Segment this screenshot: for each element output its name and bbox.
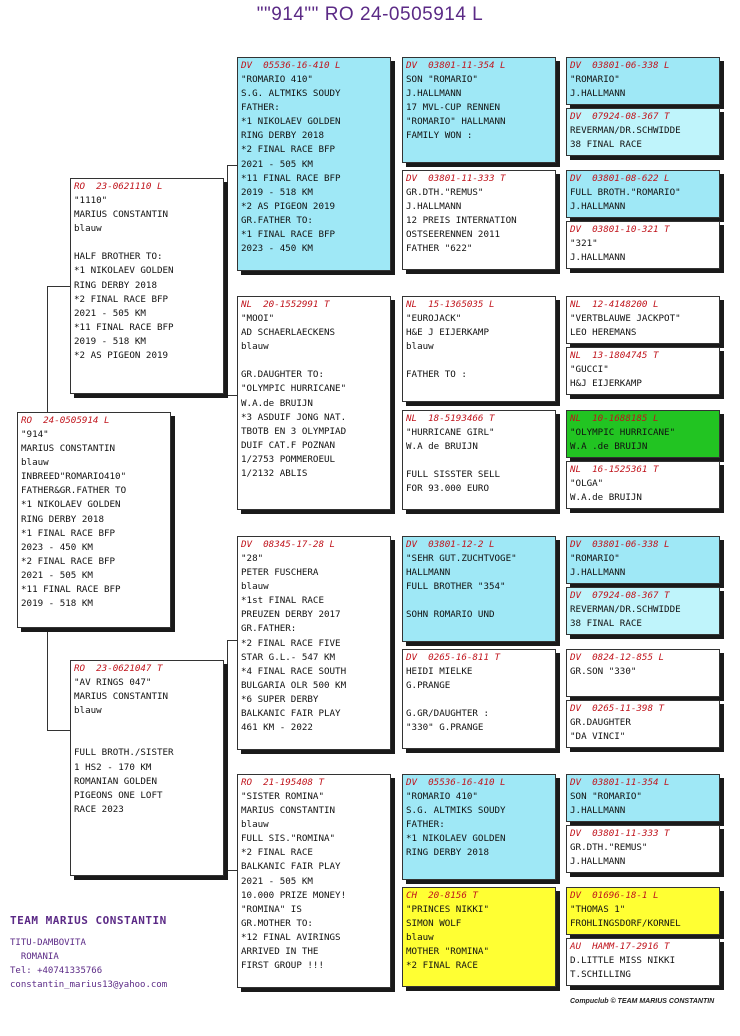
pigeon-info-line: "SISTER ROMINA" xyxy=(241,791,324,802)
pigeon-info-line: "914" xyxy=(21,429,49,440)
pigeon-info-line: "ROMARIO 410" xyxy=(406,791,478,802)
pigeon-info-line xyxy=(406,354,552,368)
pigeon-info-line: *2 FINAL RACE xyxy=(241,847,313,859)
pigeon-info-line: "OLGA" xyxy=(570,478,604,489)
pigeon-info-line: *2 FINAL RACE xyxy=(406,960,478,972)
pigeon-info-line: 2021 - 505 KM xyxy=(241,158,313,170)
pigeon-info-line: W.A de BRUIJN xyxy=(406,441,478,453)
pigeon-info-line: 38 FINAL RACE xyxy=(570,139,642,151)
pigeon-info-line: SON "ROMARIO" xyxy=(406,74,478,85)
pigeon-info-line: *3 ASDUIF JONG NAT. xyxy=(241,411,347,423)
pigeon-info-line: RING DERBY 2018 xyxy=(21,513,104,525)
pigeon-card-gen4 xyxy=(566,347,720,395)
pigeon-info-line: "DA VINCI" xyxy=(570,731,626,743)
pigeon-info-line: MARIUS CONSTANTIN xyxy=(74,691,169,703)
pigeon-info-line: 2023 - 450 KM xyxy=(241,243,313,255)
pigeon-info-line: *1 NIKOLAEV GOLDEN xyxy=(241,116,341,128)
pigeon-info-line: *1st FINAL RACE xyxy=(241,595,324,607)
contact-line: TITU-DAMBOVITA xyxy=(10,938,86,948)
ring-number: NL 18-5193466 T xyxy=(406,413,495,424)
pigeon-info-line xyxy=(74,718,220,732)
pigeon-info-line: MARIUS CONSTANTIN xyxy=(241,805,336,817)
ring-number: DV 01696-18-1 L xyxy=(570,890,659,901)
ring-number: CH 20-8156 T xyxy=(406,890,478,901)
pigeon-info-line: RING DERBY 2018 xyxy=(406,847,489,859)
pigeon-info-line: GR.SON "330" xyxy=(570,666,637,677)
pigeon-info-line: SIMON WOLF xyxy=(406,918,462,930)
ring-number: DV 03801-11-333 T xyxy=(406,173,506,184)
pigeon-info-line: *1 NIKOLAEV GOLDEN xyxy=(406,833,506,845)
pigeon-info-line: FATHER: xyxy=(241,102,280,114)
pigeon-info-line: *2 AS PIGEON 2019 xyxy=(74,350,169,362)
ring-number: DV 03801-11-354 L xyxy=(406,60,506,71)
pigeon-info-line: 1/2132 ABLIS xyxy=(241,468,308,480)
pigeon-info-line xyxy=(74,236,220,250)
pigeon-info-line: GR.FATHER TO: xyxy=(241,214,313,226)
pigeon-info-line: FATHER&GR.FATHER TO xyxy=(21,485,127,497)
ring-number: DV 07924-08-367 T xyxy=(570,590,670,601)
pigeon-info-line: HALF BROTHER TO: xyxy=(74,251,163,263)
pigeon-info-line: S.G. ALTMIKS SOUDY xyxy=(406,805,506,817)
pigeon-info-line: J.HALLMANN xyxy=(570,805,626,817)
pigeon-card-gen4 xyxy=(566,700,720,748)
pigeon-card-father-father xyxy=(237,57,391,271)
ring-number: DV 03801-06-338 L xyxy=(570,539,670,550)
pigeon-info-line: blauw xyxy=(241,341,269,353)
pigeon-info-line: HALLMANN xyxy=(406,567,451,579)
pigeon-info-line: FULL BROTH."ROMARIO" xyxy=(570,187,681,198)
ring-number: NL 10-1688185 L xyxy=(570,413,659,424)
pigeon-info-line: FATHER: xyxy=(406,819,445,831)
pigeon-card-gen4 xyxy=(566,108,720,156)
pigeon-card-gen4 xyxy=(566,170,720,218)
pigeon-info-line: *1 NIKOLAEV GOLDEN xyxy=(21,499,121,511)
pigeon-info-line: FULL SIS."ROMINA" xyxy=(241,833,336,845)
pigeon-card-gen4 xyxy=(566,587,720,635)
pigeon-info-line: 2021 - 505 KM xyxy=(74,307,146,319)
connector xyxy=(227,165,237,166)
pigeon-info-line: "THOMAS 1" xyxy=(570,904,626,915)
pigeon-info-line: blauw xyxy=(241,819,269,831)
pigeon-info-line: 38 FINAL RACE xyxy=(570,618,642,630)
pigeon-card-ffm xyxy=(402,170,556,270)
pigeon-info-line: GR.DTH."REMUS" xyxy=(570,842,648,853)
pigeon-info-line: J.HALLMANN xyxy=(570,856,626,868)
pigeon-info-line: "EUROJACK" xyxy=(406,313,462,324)
contact-line: ROMANIA xyxy=(10,952,59,962)
pigeon-card-mfm xyxy=(402,649,556,749)
connector xyxy=(47,730,70,731)
ring-number: DV 03801-11-354 L xyxy=(570,777,670,788)
pigeon-card-main xyxy=(17,412,171,628)
connector xyxy=(47,286,70,287)
ring-number: RO 23-0621110 L xyxy=(74,181,163,192)
pigeon-card-mmm xyxy=(402,887,556,987)
pigeon-info-line: FATHER TO : xyxy=(406,369,467,381)
ring-number: DV 0824-12-855 L xyxy=(570,652,665,663)
ring-number: NL 15-1365035 L xyxy=(406,299,495,310)
pigeon-info-line: AD SCHAERLAECKENS xyxy=(241,327,336,339)
pigeon-info-line: RING DERBY 2018 xyxy=(241,130,324,142)
pigeon-info-line: J.HALLMANN xyxy=(406,88,462,100)
pigeon-info-line: J.HALLMANN xyxy=(570,201,626,213)
pigeon-info-line: "ROMARIO" xyxy=(570,553,620,564)
pigeon-info-line: "ROMARIO 410" xyxy=(241,74,313,85)
ring-number: NL 13-1804745 T xyxy=(570,350,659,361)
pigeon-info-line: D.LITTLE MISS NIKKI xyxy=(570,955,676,966)
pigeon-info-line: BULGARIA OLR 500 KM xyxy=(241,679,347,691)
pigeon-card-gen4 xyxy=(566,887,720,935)
pigeon-info-line: TBOTB EN 3 OLYMPIAD xyxy=(241,425,347,437)
pigeon-info-line: H&E J EIJERKAMP xyxy=(406,327,489,339)
pigeon-info-line: 12 PREIS INTERNATION xyxy=(406,215,517,227)
pigeon-info-line: J.HALLMANN xyxy=(570,567,626,579)
pigeon-info-line: "ROMINA" IS xyxy=(241,903,302,915)
connector xyxy=(227,640,228,870)
ring-number: DV 03801-12-2 L xyxy=(406,539,495,550)
pigeon-info-line: HEIDI MIELKE xyxy=(406,666,473,677)
pigeon-info-line: RACE 2023 xyxy=(74,803,124,815)
ring-number: DV 03801-11-333 T xyxy=(570,828,670,839)
pigeon-info-line: "321" xyxy=(570,238,598,249)
pigeon-info-line: T.SCHILLING xyxy=(570,969,631,981)
pigeon-info-line: blauw xyxy=(21,457,49,469)
connector xyxy=(227,165,228,395)
pigeon-card-gen4 xyxy=(566,649,720,697)
pigeon-info-line: STAR G.L.- 547 KM xyxy=(241,651,336,663)
pigeon-info-line: ARRIVED IN THE xyxy=(241,946,319,958)
pigeon-info-line: FULL BROTHER "354" xyxy=(406,581,506,593)
ring-number: AU HAMM-17-2916 T xyxy=(570,941,670,952)
pigeon-info-line: BALKANIC FAIR PLAY xyxy=(241,708,341,720)
pigeon-info-line: *11 FINAL RACE BFP xyxy=(21,584,121,596)
pigeon-info-line: J.HALLMANN xyxy=(570,252,626,264)
ring-number: DV 08345-17-28 L xyxy=(241,539,336,550)
pigeon-info-line: FOR 93.000 EURO xyxy=(406,483,489,495)
pigeon-info-line: FIRST GROUP !!! xyxy=(241,960,324,972)
pigeon-card-gen4 xyxy=(566,774,720,822)
pigeon-info-line: *2 FINAL RACE BFP xyxy=(74,293,169,305)
pigeon-card-gen4 xyxy=(566,536,720,584)
pigeon-info-line: 2021 - 505 KM xyxy=(21,569,93,581)
pigeon-info-line: W.A .de BRUIJN xyxy=(570,441,648,453)
pigeon-info-line: REVERMAN/DR.SCHWIDDE xyxy=(570,125,681,136)
pigeon-info-line: FATHER "622" xyxy=(406,243,473,255)
page-title: ""914"" RO 24-0505914 L xyxy=(256,4,484,25)
pigeon-info-line: 2019 - 518 KM xyxy=(21,598,93,610)
pigeon-info-line: W.A.de BRUIJN xyxy=(570,492,642,504)
contact-email[interactable]: constantin_marius13@yahoo.com xyxy=(10,980,168,990)
pigeon-card-mff xyxy=(402,536,556,642)
pigeon-info-line: *2 FINAL RACE FIVE xyxy=(241,637,341,649)
pigeon-info-line: FULL BROTH./SISTER xyxy=(74,747,174,759)
pigeon-info-line: W.A.de BRUIJN xyxy=(241,397,313,409)
pigeon-info-line: *4 FINAL RACE SOUTH xyxy=(241,665,347,677)
pigeon-info-line: "HURRICANE GIRL" xyxy=(406,427,495,438)
pigeon-info-line: MOTHER "ROMINA" xyxy=(406,946,489,958)
pigeon-card-gen4 xyxy=(566,221,720,269)
pigeon-info-line: 1/2753 POMMEROEUL xyxy=(241,453,336,465)
pigeon-card-gen4 xyxy=(566,461,720,509)
pigeon-info-line: FROHLINGSDORF/KORNEL xyxy=(570,918,681,930)
pigeon-info-line: BALKANIC FAIR PLAY xyxy=(241,861,341,873)
pigeon-info-line: 2019 - 518 KM xyxy=(241,186,313,198)
pigeon-info-line: GR.DTH."REMUS" xyxy=(406,187,484,198)
pigeon-info-line: *11 FINAL RACE BFP xyxy=(241,172,341,184)
pigeon-info-line: *2 AS PIGEON 2019 xyxy=(241,200,336,212)
ring-number: RO 21-195408 T xyxy=(241,777,324,788)
pigeon-info-line: INBREED"ROMARIO410" xyxy=(21,471,127,483)
pigeon-info-line: FULL SISSTER SELL xyxy=(406,469,501,481)
ring-number: NL 20-1552991 T xyxy=(241,299,330,310)
pigeon-info-line: *11 FINAL RACE BFP xyxy=(74,321,174,333)
pigeon-card-father-mother xyxy=(237,296,391,510)
pigeon-info-line xyxy=(241,354,387,368)
connector xyxy=(227,640,237,641)
connector xyxy=(47,630,48,730)
pigeon-info-line: 1 HS2 - 170 KM xyxy=(74,761,152,773)
contact-line: Tel: +40741335766 xyxy=(10,966,103,976)
pigeon-info-line: OSTSEERENNEN 2011 xyxy=(406,229,501,241)
pigeon-info-line: PREUZEN DERBY 2017 xyxy=(241,609,341,621)
pigeon-card-fmf xyxy=(402,296,556,402)
pigeon-info-line: *1 NIKOLAEV GOLDEN xyxy=(74,265,174,277)
ring-number: DV 0265-16-811 T xyxy=(406,652,501,663)
pigeon-info-line: MARIUS CONSTANTIN xyxy=(21,443,116,455)
pigeon-info-line: *1 FINAL RACE BFP xyxy=(241,229,336,241)
pigeon-info-line: "1110" xyxy=(74,195,108,206)
pigeon-card-gen4 xyxy=(566,410,720,458)
pigeon-card-gen4 xyxy=(566,825,720,873)
pigeon-info-line: blauw xyxy=(406,932,434,944)
pigeon-info-line: "OLYMPIC HURRICANE" xyxy=(570,427,676,438)
pigeon-card-mmf xyxy=(402,774,556,880)
team-name: TEAM MARIUS CONSTANTIN xyxy=(10,914,167,927)
pigeon-card-gen4 xyxy=(566,938,720,986)
pigeon-info-line: 2023 - 450 KM xyxy=(21,541,93,553)
pigeon-info-line: "ROMARIO" HALLMANN xyxy=(406,116,506,128)
pigeon-card-gen4 xyxy=(566,57,720,105)
pigeon-info-line: *1 FINAL RACE BFP xyxy=(21,527,116,539)
pigeon-info-line: "GUCCI" xyxy=(570,364,609,375)
pigeon-info-line: SOHN ROMARIO UND xyxy=(406,609,495,621)
pigeon-info-line xyxy=(406,594,552,608)
pigeon-info-line: *2 FINAL RACE BFP xyxy=(21,555,116,567)
pigeon-card-mother-father xyxy=(237,536,391,750)
connector xyxy=(227,870,237,871)
pigeon-info-line: FAMILY WON : xyxy=(406,130,473,142)
pigeon-info-line: "SEHR GUT.ZUCHTVOGE" xyxy=(406,553,517,564)
pigeon-info-line: H&J EIJERKAMP xyxy=(570,378,642,390)
ring-number: DV 07924-08-367 T xyxy=(570,111,670,122)
pigeon-info-line: blauw xyxy=(241,581,269,593)
pigeon-info-line: "VERTBLAUWE JACKPOT" xyxy=(570,313,681,324)
pigeon-info-line: J.HALLMANN xyxy=(406,201,462,213)
pigeon-info-line: 10.000 PRIZE MONEY! xyxy=(241,889,347,901)
pigeon-info-line: "330" G.PRANGE xyxy=(406,722,484,734)
pigeon-info-line: PIGEONS ONE LOFT xyxy=(74,789,163,801)
ring-number: DV 03801-10-321 T xyxy=(570,224,670,235)
pigeon-info-line: 461 KM - 2022 xyxy=(241,722,313,734)
pigeon-info-line: "28" xyxy=(241,553,264,564)
ring-number: NL 12-4148200 L xyxy=(570,299,659,310)
pigeon-info-line: "OLYMPIC HURRICANE" xyxy=(241,383,347,395)
ring-number: DV 05536-16-410 L xyxy=(241,60,341,71)
ring-number: DV 03801-06-338 L xyxy=(570,60,670,71)
pigeon-card-gen4 xyxy=(566,296,720,344)
pigeon-info-line: SON "ROMARIO" xyxy=(570,791,642,802)
ring-number: RO 24-0505914 L xyxy=(21,415,110,426)
pigeon-info-line xyxy=(74,732,220,746)
contact-info xyxy=(10,936,167,992)
pigeon-info-line: DUIF CAT.F POZNAN xyxy=(241,439,336,451)
pigeon-info-line xyxy=(406,454,552,468)
pigeon-info-line: MARIUS CONSTANTIN xyxy=(74,209,169,221)
pigeon-info-line: G.GR/DAUGHTER : xyxy=(406,708,489,720)
pigeon-info-line: S.G. ALTMIKS SOUDY xyxy=(241,88,341,100)
pigeon-info-line: GR.FATHER: xyxy=(241,623,297,635)
pigeon-card-mother-mother xyxy=(237,774,391,988)
pigeon-info-line xyxy=(406,693,552,707)
pigeon-info-line: REVERMAN/DR.SCHWIDDE xyxy=(570,604,681,615)
pigeon-info-line: *12 FINAL AVIRINGS xyxy=(241,931,341,943)
pigeon-info-line: *6 SUPER DERBY xyxy=(241,693,319,705)
pigeon-info-line: 2019 - 518 KM xyxy=(74,335,146,347)
pigeon-info-line: RING DERBY 2018 xyxy=(74,279,157,291)
pigeon-info-line: "MOOI" xyxy=(241,313,275,324)
ring-number: RO 23-0621047 T xyxy=(74,663,163,674)
pigeon-info-line: 17 MVL-CUP RENNEN xyxy=(406,102,501,114)
pigeon-info-line: J.HALLMANN xyxy=(570,88,626,100)
pigeon-info-line: "AV RINGS 047" xyxy=(74,677,152,688)
pigeon-info-line: GR.MOTHER TO: xyxy=(241,917,313,929)
pigeon-card-fmm xyxy=(402,410,556,510)
pigeon-info-line: 2021 - 505 KM xyxy=(241,875,313,887)
pigeon-info-line: blauw xyxy=(406,341,434,353)
ring-number: NL 16-1525361 T xyxy=(570,464,659,475)
pigeon-info-line: GR.DAUGHTER xyxy=(570,717,631,728)
ring-number: DV 0265-11-398 T xyxy=(570,703,665,714)
pigeon-info-line: "ROMARIO" xyxy=(570,74,620,85)
ring-number: DV 05536-16-410 L xyxy=(406,777,506,788)
connector xyxy=(227,395,237,396)
pigeon-info-line: LEO HEREMANS xyxy=(570,327,637,339)
credit-text: Compuclub © TEAM MARIUS CONSTANTIN xyxy=(570,998,715,1005)
pigeon-info-line: "PRINCES NIKKI" xyxy=(406,904,489,915)
ring-number: DV 03801-08-622 L xyxy=(570,173,670,184)
pigeon-info-line: *2 FINAL RACE BFP xyxy=(241,144,336,156)
pigeon-info-line: blauw xyxy=(74,705,102,717)
pigeon-info-line: PETER FUSCHERA xyxy=(241,567,319,579)
connector xyxy=(47,286,48,412)
pigeon-card-fff xyxy=(402,57,556,163)
pigeon-info-line: G.PRANGE xyxy=(406,680,451,692)
pigeon-info-line: blauw xyxy=(74,223,102,235)
pigeon-card-mother xyxy=(70,660,224,876)
pigeon-card-father xyxy=(70,178,224,394)
pigeon-info-line: GR.DAUGHTER TO: xyxy=(241,369,324,381)
pigeon-info-line: ROMANIAN GOLDEN xyxy=(74,775,157,787)
